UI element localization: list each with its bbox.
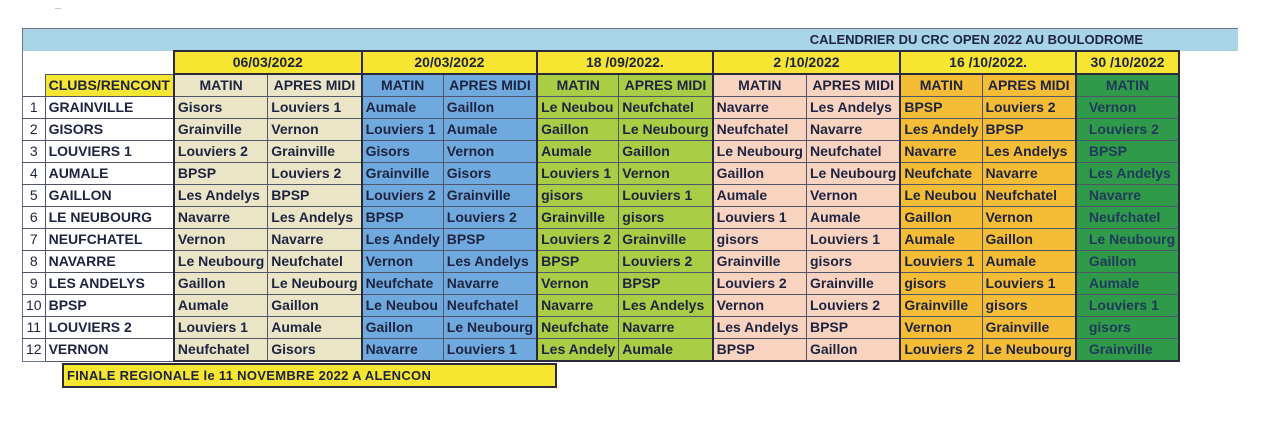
opponent-cell: Louviers 1 <box>174 317 268 339</box>
opponent-cell: gisors <box>1076 317 1179 339</box>
opponent-cell: BPSP <box>619 273 713 295</box>
date-header: 06/03/2022 <box>174 51 362 74</box>
table-row <box>23 185 1180 207</box>
date-header: 16 /10/2022. <box>900 51 1076 74</box>
opponent-cell: Vernon <box>268 119 362 141</box>
opponent-cell: Navarre <box>806 119 900 141</box>
opponent-cell: BPSP <box>268 185 362 207</box>
opponent-cell: Les Andelys <box>443 251 537 273</box>
opponent-cell: Les Andelys <box>713 317 807 339</box>
opponent-cell: Le Neubourg <box>174 251 268 273</box>
table-row <box>23 339 1180 362</box>
table-row <box>23 273 1180 295</box>
clubs-header: CLUBS/RENCONT <box>45 74 174 97</box>
date-header: 18 /09/2022. <box>537 51 713 74</box>
club-name: LES ANDELYS <box>45 273 174 295</box>
empty-cell <box>23 51 46 74</box>
opponent-cell: Aumale <box>806 207 900 229</box>
opponent-cell: Vernon <box>174 229 268 251</box>
session-header: APRES MIDI <box>443 74 537 97</box>
opponent-cell: Gaillon <box>982 229 1076 251</box>
opponent-cell: Louviers 2 <box>537 229 619 251</box>
opponent-cell: Louviers 1 <box>806 229 900 251</box>
opponent-cell: Aumale <box>713 185 807 207</box>
opponent-cell: BPSP <box>362 207 444 229</box>
opponent-cell: Aumale <box>1076 273 1179 295</box>
opponent-cell: Vernon <box>1076 97 1179 119</box>
opponent-cell: BPSP <box>982 119 1076 141</box>
opponent-cell: gisors <box>806 251 900 273</box>
table-row <box>23 229 1180 251</box>
opponent-cell: Louviers 2 <box>174 141 268 163</box>
table-row <box>23 97 1180 119</box>
opponent-cell: Aumale <box>900 229 982 251</box>
scan-artifact <box>55 8 61 9</box>
opponent-cell: Gisors <box>268 339 362 362</box>
opponent-cell: Aumale <box>174 295 268 317</box>
club-name: LOUVIERS 2 <box>45 317 174 339</box>
opponent-cell: Grainville <box>537 207 619 229</box>
opponent-cell: Louviers 2 <box>713 273 807 295</box>
opponent-cell: Gisors <box>443 163 537 185</box>
opponent-cell: Les Andelys <box>1076 163 1179 185</box>
opponent-cell: Louviers 1 <box>537 163 619 185</box>
opponent-cell: Louviers 1 <box>619 185 713 207</box>
opponent-cell: Grainville <box>806 273 900 295</box>
session-header: APRES MIDI <box>268 74 362 97</box>
empty-cell <box>45 51 174 74</box>
opponent-cell: Les Andelys <box>174 185 268 207</box>
row-number: 8 <box>23 251 46 273</box>
opponent-cell: BPSP <box>443 229 537 251</box>
opponent-cell: Neufchate <box>362 273 444 295</box>
table-row <box>23 251 1180 273</box>
opponent-cell: Le Neubou <box>537 97 619 119</box>
row-number: 1 <box>23 97 46 119</box>
empty-cell <box>23 74 46 97</box>
opponent-cell: Gaillon <box>713 163 807 185</box>
opponent-cell: Neufchatel <box>619 97 713 119</box>
table-row <box>23 317 1180 339</box>
date-header: 2 /10/2022 <box>713 51 901 74</box>
row-number: 4 <box>23 163 46 185</box>
table-row <box>23 119 1180 141</box>
opponent-cell: Neufchate <box>900 163 982 185</box>
opponent-cell: Grainville <box>713 251 807 273</box>
opponent-cell: Le Neubourg <box>806 163 900 185</box>
opponent-cell: Louviers 2 <box>1076 119 1179 141</box>
opponent-cell: Navarre <box>982 163 1076 185</box>
table-row <box>23 163 1180 185</box>
opponent-cell: Neufchatel <box>443 295 537 317</box>
opponent-cell: Vernon <box>537 273 619 295</box>
opponent-cell: Louviers 2 <box>900 339 982 362</box>
table-row <box>23 295 1180 317</box>
session-header: APRES MIDI <box>619 74 713 97</box>
date-header: 20/03/2022 <box>362 51 538 74</box>
opponent-cell: Aumale <box>268 317 362 339</box>
row-number: 9 <box>23 273 46 295</box>
club-name: LOUVIERS 1 <box>45 141 174 163</box>
opponent-cell: Grainville <box>174 119 268 141</box>
opponent-cell: Gaillon <box>537 119 619 141</box>
club-name: LE NEUBOURG <box>45 207 174 229</box>
opponent-cell: Vernon <box>619 163 713 185</box>
session-header: MATIN <box>900 74 982 97</box>
club-name: GAILLON <box>45 185 174 207</box>
club-name: AUMALE <box>45 163 174 185</box>
opponent-cell: BPSP <box>174 163 268 185</box>
session-header: MATIN <box>362 74 444 97</box>
opponent-cell: Louviers 1 <box>982 273 1076 295</box>
opponent-cell: Neufchatel <box>268 251 362 273</box>
opponent-cell: Grainville <box>900 295 982 317</box>
club-name: VERNON <box>45 339 174 362</box>
session-header: MATIN <box>1076 74 1179 97</box>
session-header: APRES MIDI <box>982 74 1076 97</box>
title-band <box>22 28 1238 51</box>
opponent-cell: Grainville <box>362 163 444 185</box>
opponent-cell: BPSP <box>713 339 807 362</box>
opponent-cell: Gaillon <box>619 141 713 163</box>
opponent-cell: Neufchatel <box>713 119 807 141</box>
opponent-cell: gisors <box>537 185 619 207</box>
opponent-cell: Neufchate <box>537 317 619 339</box>
session-header: MATIN <box>537 74 619 97</box>
opponent-cell: Les Andely <box>900 119 982 141</box>
row-number: 7 <box>23 229 46 251</box>
opponent-cell: Le Neubourg <box>619 119 713 141</box>
club-name: NEUFCHATEL <box>45 229 174 251</box>
row-number: 10 <box>23 295 46 317</box>
opponent-cell: Aumale <box>537 141 619 163</box>
date-header: 30 /10/2022 <box>1076 51 1179 74</box>
opponent-cell: Grainville <box>982 317 1076 339</box>
opponent-cell: Grainville <box>443 185 537 207</box>
opponent-cell: Navarre <box>174 207 268 229</box>
opponent-cell: Navarre <box>537 295 619 317</box>
opponent-cell: Grainville <box>619 229 713 251</box>
opponent-cell: Gaillon <box>443 97 537 119</box>
opponent-cell: BPSP <box>806 317 900 339</box>
opponent-cell: Les Andely <box>537 339 619 362</box>
opponent-cell: Le Neubou <box>362 295 444 317</box>
club-name: BPSP <box>45 295 174 317</box>
session-header: APRES MIDI <box>806 74 900 97</box>
opponent-cell: Grainville <box>1076 339 1179 362</box>
opponent-cell: Louviers 1 <box>362 119 444 141</box>
opponent-cell: Neufchatel <box>1076 207 1179 229</box>
opponent-cell: Navarre <box>713 97 807 119</box>
opponent-cell: Aumale <box>362 97 444 119</box>
opponent-cell: Louviers 1 <box>1076 295 1179 317</box>
session-header: MATIN <box>174 74 268 97</box>
opponent-cell: Navarre <box>268 229 362 251</box>
opponent-cell: Gaillon <box>806 339 900 362</box>
opponent-cell: Louviers 2 <box>619 251 713 273</box>
opponent-cell: Les Andelys <box>982 141 1076 163</box>
table-row <box>23 207 1180 229</box>
row-number: 3 <box>23 141 46 163</box>
opponent-cell: Le Neubourg <box>713 141 807 163</box>
opponent-cell: Navarre <box>619 317 713 339</box>
opponent-cell: BPSP <box>537 251 619 273</box>
opponent-cell: Gaillon <box>174 273 268 295</box>
opponent-cell: Vernon <box>900 317 982 339</box>
club-name: GRAINVILLE <box>45 97 174 119</box>
opponent-cell: Les Andelys <box>806 97 900 119</box>
opponent-cell: Louviers 2 <box>982 97 1076 119</box>
opponent-cell: Navarre <box>362 339 444 362</box>
session-header-row <box>23 74 1180 97</box>
opponent-cell: Gaillon <box>362 317 444 339</box>
opponent-cell: Louviers 2 <box>806 295 900 317</box>
opponent-cell: Vernon <box>713 295 807 317</box>
table-row <box>23 141 1180 163</box>
opponent-cell: Grainville <box>268 141 362 163</box>
opponent-cell: Louviers 1 <box>268 97 362 119</box>
row-number: 5 <box>23 185 46 207</box>
row-number: 6 <box>23 207 46 229</box>
opponent-cell: Vernon <box>362 251 444 273</box>
opponent-cell: Gaillon <box>900 207 982 229</box>
opponent-cell: Neufchatel <box>174 339 268 362</box>
opponent-cell: BPSP <box>1076 141 1179 163</box>
opponent-cell: Le Neubourg <box>982 339 1076 362</box>
opponent-cell: Vernon <box>443 141 537 163</box>
opponent-cell: Louviers 1 <box>443 339 537 362</box>
page-title: CALENDRIER DU CRC OPEN 2022 AU BOULODROME <box>809 32 1143 47</box>
opponent-cell: Vernon <box>982 207 1076 229</box>
opponent-cell: Louviers 2 <box>443 207 537 229</box>
opponent-cell: Le Neubourg <box>1076 229 1179 251</box>
opponent-cell: gisors <box>713 229 807 251</box>
opponent-cell: Les Andelys <box>268 207 362 229</box>
opponent-cell: Louviers 2 <box>362 185 444 207</box>
opponent-cell: Le Neubourg <box>443 317 537 339</box>
opponent-cell: Le Neubou <box>900 185 982 207</box>
schedule-table <box>22 50 1180 362</box>
opponent-cell: gisors <box>982 295 1076 317</box>
opponent-cell: gisors <box>619 207 713 229</box>
opponent-cell: Navarre <box>443 273 537 295</box>
opponent-cell: Louviers 1 <box>713 207 807 229</box>
opponent-cell: Louviers 1 <box>900 251 982 273</box>
row-number: 2 <box>23 119 46 141</box>
opponent-cell: Les Andelys <box>619 295 713 317</box>
opponent-cell: Louviers 2 <box>268 163 362 185</box>
opponent-cell: Le Neubourg <box>268 273 362 295</box>
opponent-cell: gisors <box>900 273 982 295</box>
opponent-cell: Gaillon <box>1076 251 1179 273</box>
final-announcement: FINALE REGIONALE le 11 NOVEMBRE 2022 A ALENCON <box>62 363 557 388</box>
row-number: 12 <box>23 339 46 362</box>
opponent-cell: BPSP <box>900 97 982 119</box>
opponent-cell: Gisors <box>362 141 444 163</box>
opponent-cell: Navarre <box>1076 185 1179 207</box>
club-name: GISORS <box>45 119 174 141</box>
row-number: 11 <box>23 317 46 339</box>
opponent-cell: Gisors <box>174 97 268 119</box>
opponent-cell: Aumale <box>619 339 713 362</box>
opponent-cell: Neufchatel <box>806 141 900 163</box>
opponent-cell: Les Andely <box>362 229 444 251</box>
opponent-cell: Neufchatel <box>982 185 1076 207</box>
date-header-row <box>23 51 1180 74</box>
opponent-cell: Gaillon <box>268 295 362 317</box>
opponent-cell: Navarre <box>900 141 982 163</box>
club-name: NAVARRE <box>45 251 174 273</box>
opponent-cell: Vernon <box>806 185 900 207</box>
opponent-cell: Aumale <box>443 119 537 141</box>
opponent-cell: Aumale <box>982 251 1076 273</box>
session-header: MATIN <box>713 74 807 97</box>
